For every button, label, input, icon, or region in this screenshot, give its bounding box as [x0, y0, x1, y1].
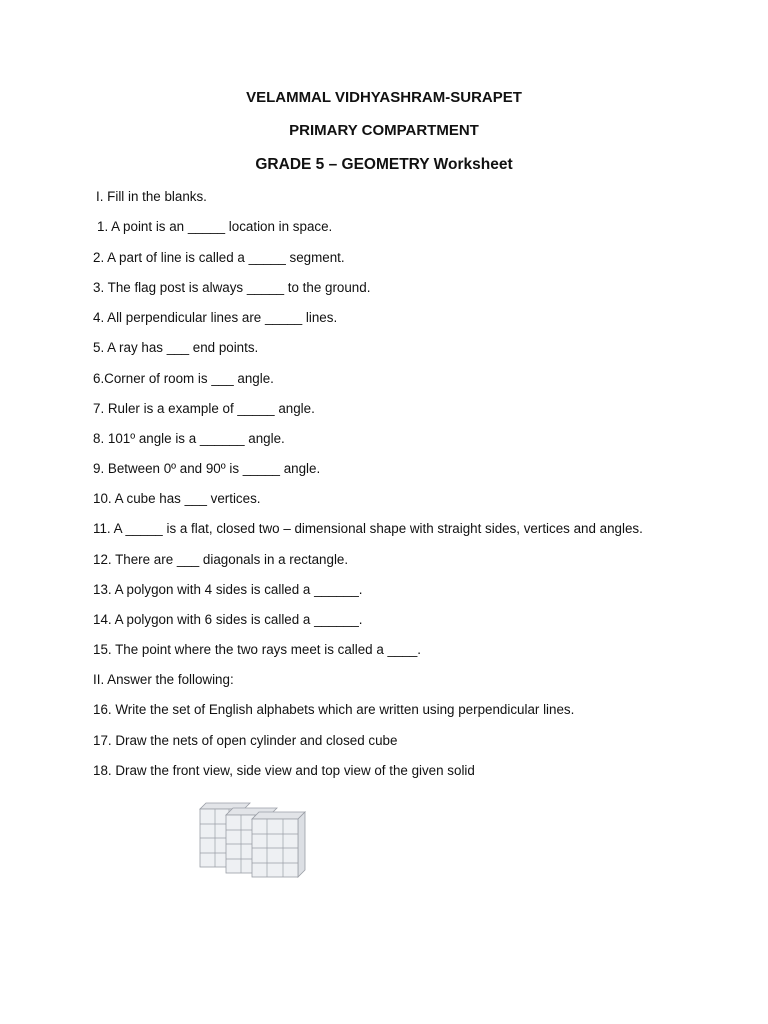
- school-name: VELAMMAL VIDHYASHRAM-SURAPET: [246, 89, 522, 106]
- question-7: 7. Ruler is a example of _____ angle.: [93, 401, 315, 416]
- question-16: 16. Write the set of English alphabets which are written using perpendicular lines.: [93, 702, 575, 717]
- part1-heading: I. Fill in the blanks.: [96, 189, 207, 204]
- question-17: 17. Draw the nets of open cylinder and closed cube: [93, 733, 398, 748]
- question-14: 14. A polygon with 6 sides is called a ______.: [93, 612, 363, 627]
- question-3: 3. The flag post is always _____ to the ground.: [93, 280, 371, 295]
- question-10: 10. A cube has ___ vertices.: [93, 491, 261, 506]
- section-name: PRIMARY COMPARTMENT: [289, 122, 479, 139]
- question-11: 11. A _____ is a flat, closed two – dimensional shape with straight sides, vertices and angles.: [93, 521, 643, 536]
- part2-heading: II. Answer the following:: [93, 672, 234, 687]
- question-15: 15. The point where the two rays meet is called a ____.: [93, 642, 422, 657]
- question-12: 12. There are ___ diagonals in a rectangle.: [93, 552, 349, 567]
- question-1: 1. A point is an _____ location in space.: [97, 219, 333, 234]
- question-8: 8. 101º angle is a ______ angle.: [93, 431, 285, 446]
- question-6: 6.Corner of room is ___ angle.: [93, 371, 274, 386]
- question-5: 5. A ray has ___ end points.: [93, 340, 259, 355]
- question-9: 9. Between 0º and 90º is _____ angle.: [93, 461, 321, 476]
- worksheet-title: GRADE 5 – GEOMETRY Worksheet: [255, 156, 513, 173]
- question-13: 13. A polygon with 4 sides is called a ______.: [93, 582, 363, 597]
- question-4: 4. All perpendicular lines are _____ lines.: [93, 310, 338, 325]
- cube-stack-front: [252, 812, 305, 877]
- question-2: 2. A part of line is called a _____ segment.: [93, 250, 345, 265]
- cube-solid-figure: [178, 797, 334, 887]
- question-18: 18. Draw the front view, side view and top view of the given solid: [93, 763, 475, 778]
